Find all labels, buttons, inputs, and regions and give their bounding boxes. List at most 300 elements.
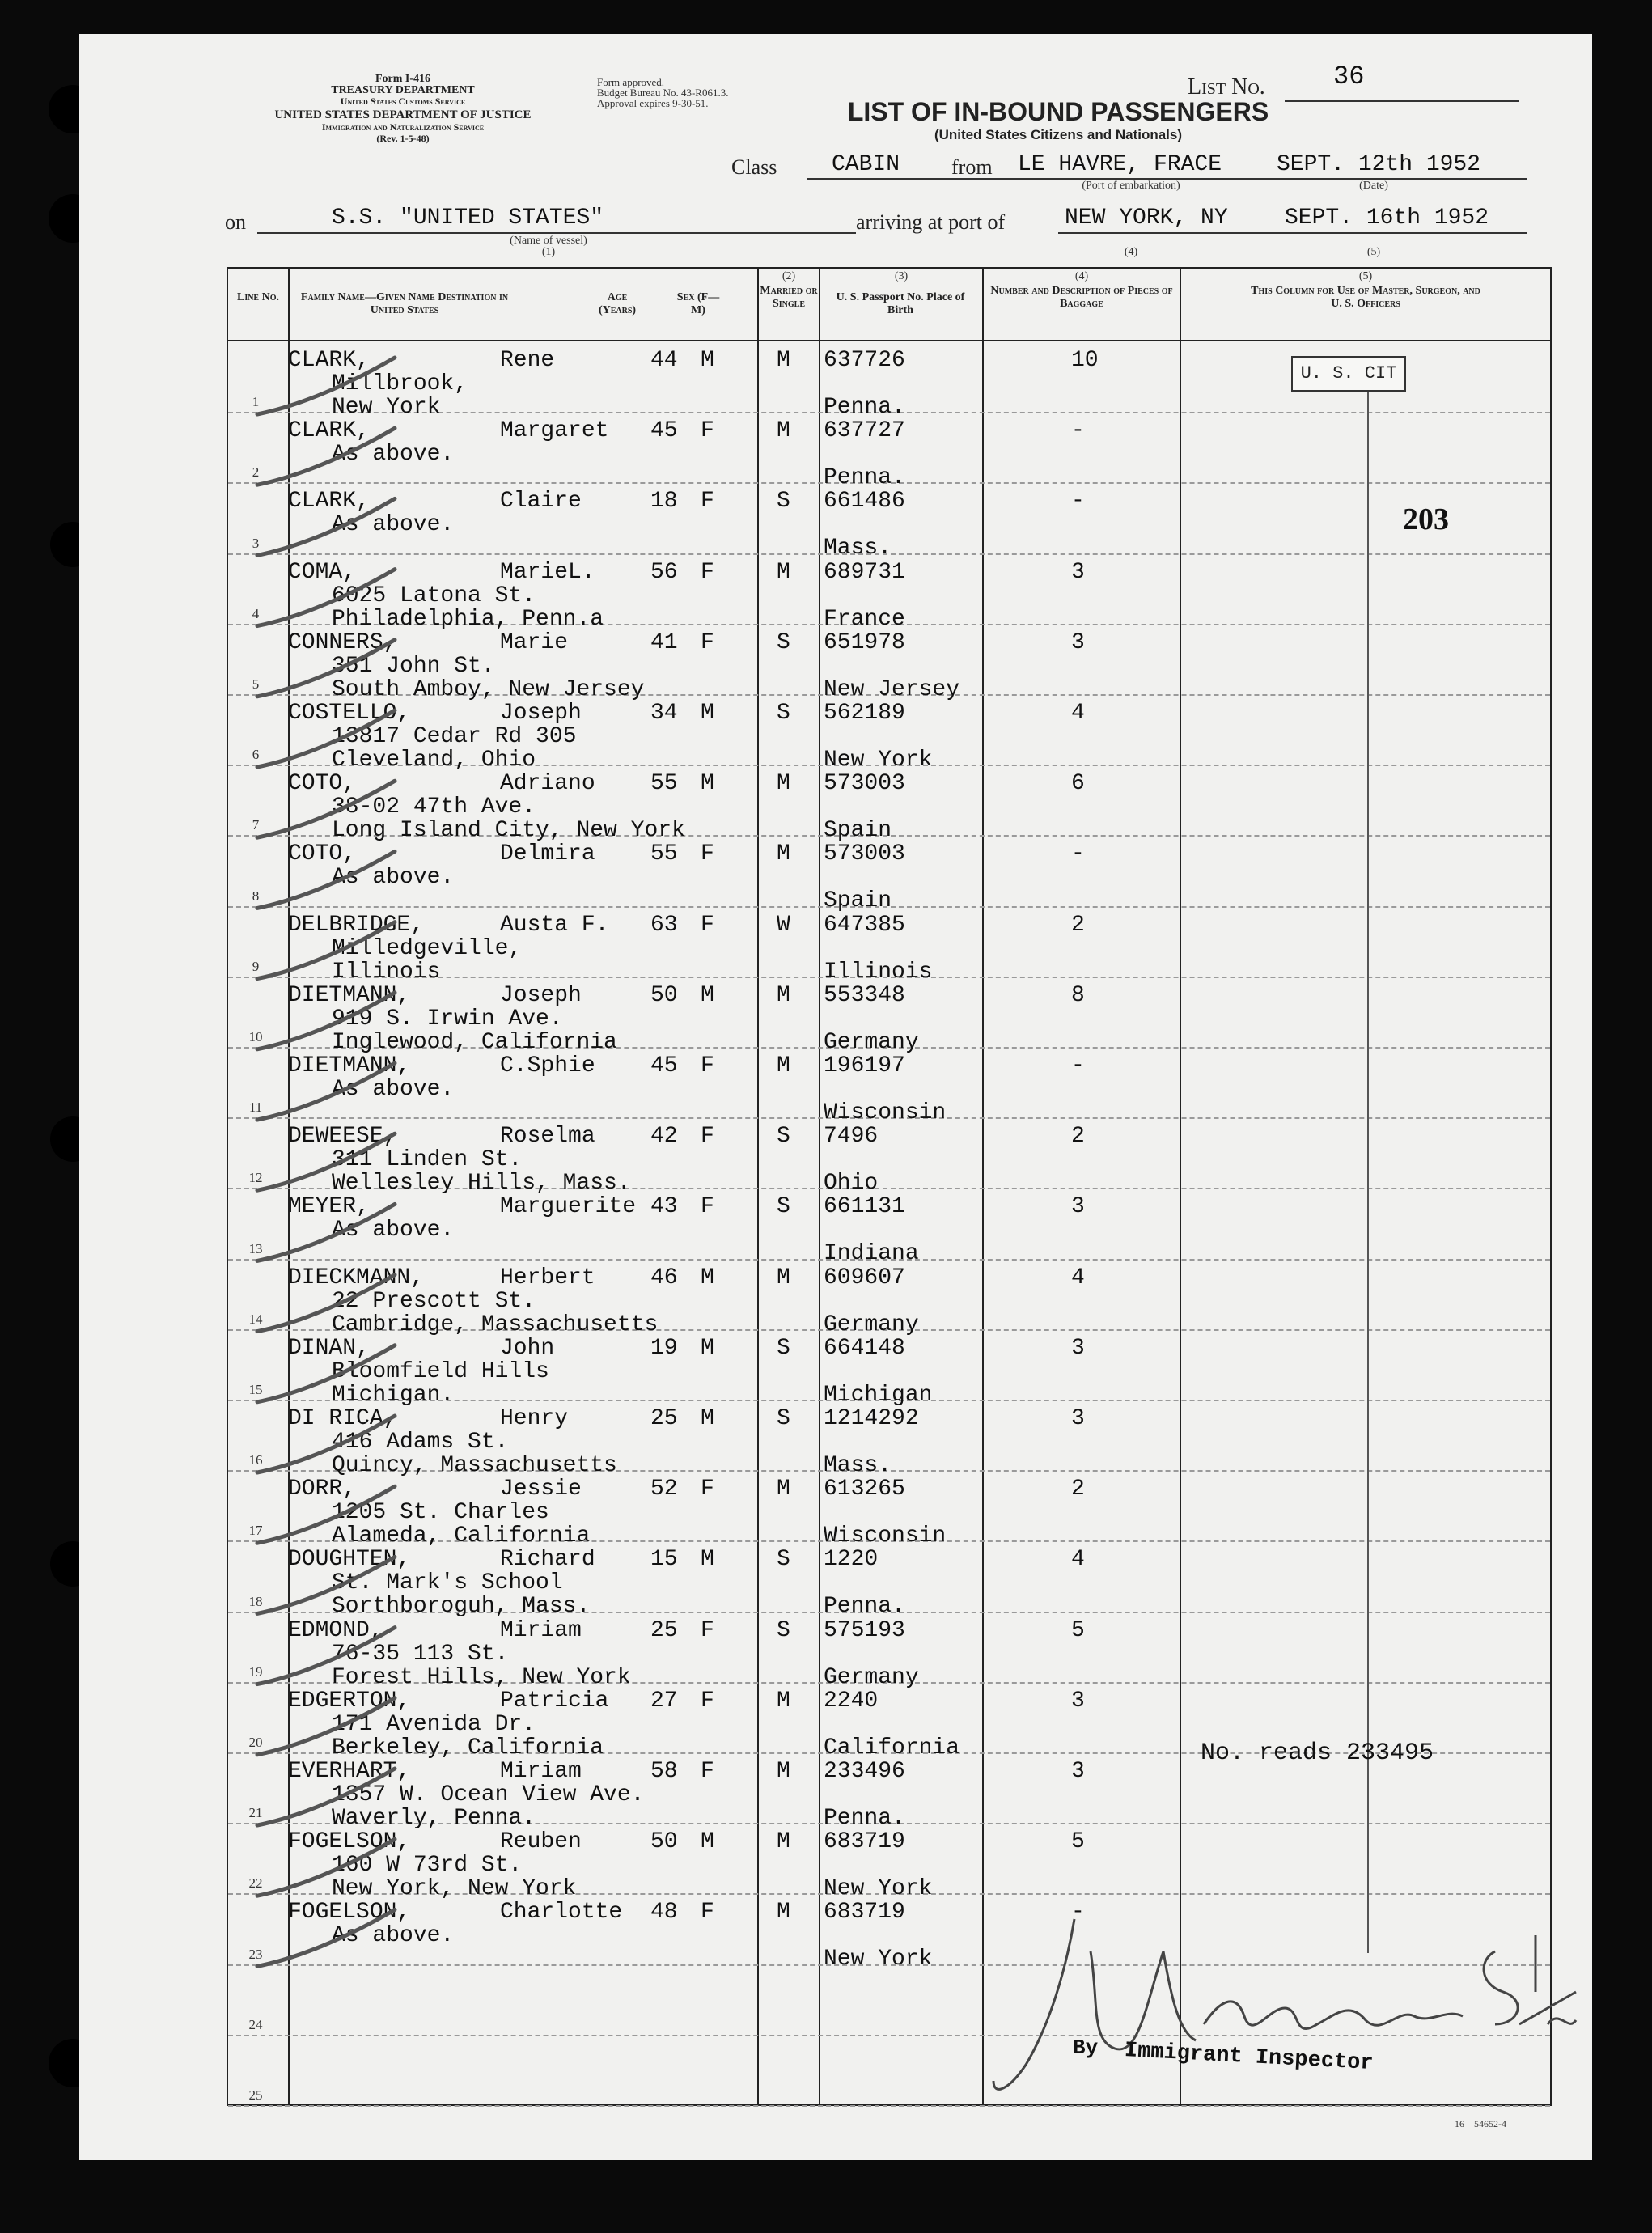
passenger-surname: COSTELLO, bbox=[288, 701, 411, 726]
list-number-underline bbox=[1285, 100, 1519, 102]
passenger-address-1: 1357 W. Ocean View Ave. bbox=[332, 1782, 645, 1807]
passenger-surname: DEWEESE, bbox=[288, 1124, 397, 1149]
baggage-count: 8 bbox=[1071, 983, 1085, 1008]
on-label: on bbox=[225, 210, 246, 234]
passenger-age: 48 bbox=[650, 1900, 678, 1925]
passenger-given-name: Miriam bbox=[500, 1618, 582, 1643]
pencil-check-mark bbox=[257, 781, 395, 837]
place-of-birth: Spain bbox=[824, 818, 892, 843]
passport-number: 664148 bbox=[824, 1336, 905, 1361]
passenger-address-2: Sorthboroguh, Mass. bbox=[332, 1594, 591, 1619]
passenger-given-name: MarieL. bbox=[500, 560, 595, 585]
line-number: 21 bbox=[248, 1805, 263, 1820]
passenger-given-name: Adriano bbox=[500, 771, 595, 796]
place-of-birth: Penna. bbox=[824, 1806, 905, 1831]
passenger-sex: F bbox=[701, 1477, 714, 1502]
passport-number: 196197 bbox=[824, 1053, 905, 1078]
passenger-given-name: Herbert bbox=[500, 1265, 595, 1290]
line-number: 7 bbox=[252, 817, 260, 833]
passenger-given-name: Joseph bbox=[500, 701, 582, 726]
passenger-marital-status: S bbox=[777, 1547, 790, 1572]
citizen-stamp bbox=[1291, 356, 1406, 392]
manifest-page bbox=[79, 34, 1592, 2160]
passenger-age: 18 bbox=[650, 489, 678, 514]
passenger-address-1: 1205 St. Charles bbox=[332, 1500, 549, 1525]
passenger-surname: EVERHART, bbox=[288, 1759, 411, 1784]
passenger-surname: DIECKMANN, bbox=[288, 1265, 425, 1290]
line-number: 24 bbox=[248, 2017, 263, 2032]
passenger-given-name: Miriam bbox=[500, 1759, 582, 1784]
passport-number: 689731 bbox=[824, 560, 905, 585]
passenger-sex: F bbox=[701, 841, 714, 867]
passenger-surname: CONNERS, bbox=[288, 630, 397, 655]
pencil-check-mark bbox=[257, 1769, 395, 1825]
line-number: 8 bbox=[252, 888, 260, 904]
passenger-age: 63 bbox=[650, 913, 678, 938]
place-of-birth: Wisconsin bbox=[824, 1523, 947, 1549]
baggage-count: 3 bbox=[1071, 1689, 1085, 1714]
passport-number: 609607 bbox=[824, 1265, 905, 1290]
baggage-count: 4 bbox=[1071, 701, 1085, 726]
passenger-address-1: 38-02 47th Ave. bbox=[332, 794, 536, 820]
passport-number: 637727 bbox=[824, 418, 905, 443]
line-number: 23 bbox=[248, 1947, 263, 1962]
passenger-given-name: Reuben bbox=[500, 1829, 582, 1854]
line-number: 17 bbox=[248, 1523, 263, 1538]
passenger-given-name: Joseph bbox=[500, 983, 582, 1008]
line-number: 20 bbox=[248, 1735, 263, 1750]
passenger-marital-status: S bbox=[777, 701, 790, 726]
passenger-sex: M bbox=[701, 1829, 714, 1854]
line-number: 25 bbox=[248, 2087, 263, 2103]
col-divider-baggage bbox=[982, 267, 984, 2105]
passenger-age: 25 bbox=[650, 1406, 678, 1431]
pencil-check-mark bbox=[257, 1698, 395, 1755]
passenger-age: 55 bbox=[650, 841, 678, 867]
passenger-given-name: Henry bbox=[500, 1406, 569, 1431]
place-of-birth: Mass. bbox=[824, 1453, 892, 1478]
passenger-address-2: New York bbox=[332, 395, 441, 420]
passenger-sex: F bbox=[701, 489, 714, 514]
passenger-age: 56 bbox=[650, 560, 678, 585]
passport-correction-note: No. reads 233495 bbox=[1201, 1739, 1434, 1767]
passenger-marital-status: M bbox=[777, 418, 790, 443]
passenger-address-2: Cambridge, Massachusetts bbox=[332, 1312, 659, 1337]
col-divider-passport bbox=[819, 267, 820, 2105]
passport-number: 651978 bbox=[824, 630, 905, 655]
baggage-count: 3 bbox=[1071, 1759, 1085, 1784]
header-passport-num: (3) bbox=[894, 270, 909, 282]
passenger-given-name: Richard bbox=[500, 1547, 595, 1572]
passenger-age: 58 bbox=[650, 1759, 678, 1784]
place-of-birth: Michigan bbox=[824, 1383, 933, 1408]
line-number: 6 bbox=[252, 747, 260, 762]
passenger-sex: M bbox=[701, 348, 714, 373]
baggage-count: 3 bbox=[1071, 630, 1085, 655]
passenger-marital-status: M bbox=[777, 983, 790, 1008]
passport-number: 573003 bbox=[824, 841, 905, 867]
from-label: from bbox=[951, 155, 993, 179]
passenger-age: 52 bbox=[650, 1477, 678, 1502]
vessel-underline bbox=[257, 232, 856, 234]
vessel-caption-num: (1) bbox=[541, 246, 556, 258]
passport-number: 661131 bbox=[824, 1194, 905, 1219]
baggage-count: 2 bbox=[1071, 1124, 1085, 1149]
passport-number: 637726 bbox=[824, 348, 905, 373]
passenger-surname: FOGELSON, bbox=[288, 1829, 411, 1854]
passenger-address-2: Michigan. bbox=[332, 1383, 455, 1408]
line-number: 9 bbox=[252, 959, 260, 974]
passenger-age: 25 bbox=[650, 1618, 678, 1643]
passenger-surname: DOUGHTEN, bbox=[288, 1547, 411, 1572]
passenger-address-2: New York, New York bbox=[332, 1876, 577, 1901]
passenger-surname: CLARK, bbox=[288, 348, 370, 373]
stamp-vertical-line bbox=[1367, 392, 1369, 1953]
port-caption: (Port of embarkation) bbox=[1082, 180, 1180, 192]
header-officers-num: (5) bbox=[1358, 270, 1373, 282]
baggage-count: 2 bbox=[1071, 913, 1085, 938]
passenger-marital-status: M bbox=[777, 1829, 790, 1854]
passenger-address-2: Quincy, Massachusetts bbox=[332, 1453, 617, 1478]
header-officers: This Column for Use of Master, Surgeon, and U. S. Officers bbox=[1251, 285, 1480, 310]
passenger-address-1: 160 W 73rd St. bbox=[332, 1853, 523, 1878]
header-married-num: (2) bbox=[782, 270, 796, 282]
passenger-surname: MEYER, bbox=[288, 1194, 370, 1219]
place-of-birth: New York bbox=[824, 1876, 933, 1901]
passenger-address-2: Alameda, California bbox=[332, 1523, 591, 1549]
line-number: 3 bbox=[252, 536, 260, 551]
passenger-address-2: Cleveland, Ohio bbox=[332, 748, 536, 773]
passenger-address-1: As above. bbox=[332, 865, 455, 890]
place-of-birth: Illinois bbox=[824, 960, 933, 985]
pencil-check-mark bbox=[257, 428, 395, 485]
line-number: 18 bbox=[248, 1594, 263, 1609]
passenger-sex: F bbox=[701, 630, 714, 655]
passenger-given-name: Patricia bbox=[500, 1689, 609, 1714]
passenger-sex: M bbox=[701, 1336, 714, 1361]
passenger-surname: DELBRIDGE, bbox=[288, 913, 425, 938]
place-of-birth: Mass. bbox=[824, 536, 892, 561]
passport-number: 1220 bbox=[824, 1547, 879, 1572]
passenger-address-1: 351 John St. bbox=[332, 654, 495, 679]
passport-number: 683719 bbox=[824, 1900, 905, 1925]
pencil-check-mark bbox=[257, 993, 395, 1049]
passenger-address-1: 22 Prescott St. bbox=[332, 1289, 536, 1314]
passenger-given-name: Marie bbox=[500, 630, 569, 655]
dept-treasury: TREASURY DEPARTMENT bbox=[331, 84, 475, 96]
pencil-check-mark bbox=[257, 922, 395, 979]
passport-number: 647385 bbox=[824, 913, 905, 938]
passport-number: 562189 bbox=[824, 701, 905, 726]
passenger-marital-status: M bbox=[777, 841, 790, 867]
date-caption: (Date) bbox=[1359, 180, 1388, 192]
inspector-prefix: By bbox=[1073, 2036, 1099, 2060]
passenger-surname: COMA, bbox=[288, 560, 357, 585]
passenger-address-1: As above. bbox=[332, 1923, 455, 1948]
passenger-marital-status: M bbox=[777, 1759, 790, 1784]
passenger-address-2: Forest Hills, New York bbox=[332, 1665, 631, 1690]
passenger-address-1: 171 Avenida Dr. bbox=[332, 1712, 536, 1737]
port-caption-num: (4) bbox=[1124, 246, 1138, 258]
place-of-birth: Spain bbox=[824, 888, 892, 913]
pencil-check-mark bbox=[257, 1275, 395, 1332]
passenger-age: 43 bbox=[650, 1194, 678, 1219]
passport-number: 575193 bbox=[824, 1618, 905, 1643]
list-number: 36 bbox=[1333, 61, 1365, 91]
place-of-birth: Germany bbox=[824, 1030, 919, 1055]
pencil-check-mark bbox=[257, 640, 395, 697]
passenger-surname: CLARK, bbox=[288, 418, 370, 443]
passenger-sex: F bbox=[701, 1053, 714, 1078]
passenger-address-1: 311 Linden St. bbox=[332, 1147, 523, 1172]
col-divider-right bbox=[1550, 267, 1552, 2105]
place-of-birth: Indiana bbox=[824, 1241, 919, 1266]
place-of-birth: France bbox=[824, 607, 905, 632]
approval-line-1: Form approved. bbox=[597, 76, 665, 88]
baggage-count: 5 bbox=[1071, 1618, 1085, 1643]
baggage-count: - bbox=[1071, 418, 1085, 443]
stamp-number: 203 bbox=[1403, 502, 1449, 536]
passport-number: 553348 bbox=[824, 983, 905, 1008]
passport-number: 573003 bbox=[824, 771, 905, 796]
passenger-surname: DORR, bbox=[288, 1477, 357, 1502]
pencil-check-mark bbox=[257, 358, 395, 414]
manifest-title: LIST OF IN-BOUND PASSENGERS bbox=[847, 97, 1269, 126]
passenger-address-1: 76-35 113 St. bbox=[332, 1642, 509, 1667]
passenger-sex: F bbox=[701, 418, 714, 443]
passenger-given-name: Charlotte bbox=[500, 1900, 623, 1925]
passenger-sex: F bbox=[701, 1900, 714, 1925]
passenger-address-1: St. Mark's School bbox=[332, 1570, 563, 1595]
passenger-surname: COTO, bbox=[288, 771, 357, 796]
passenger-sex: M bbox=[701, 771, 714, 796]
passenger-marital-status: M bbox=[777, 1053, 790, 1078]
passenger-address-1: As above. bbox=[332, 1218, 455, 1243]
line-number: 15 bbox=[248, 1382, 263, 1397]
pencil-check-mark bbox=[257, 570, 395, 626]
passenger-age: 45 bbox=[650, 1053, 678, 1078]
passenger-age: 44 bbox=[650, 348, 678, 373]
passenger-sex: M bbox=[701, 1406, 714, 1431]
inspector-label: Immigrant Inspector bbox=[1124, 2039, 1375, 2077]
line-number: 2 bbox=[252, 464, 260, 480]
passenger-age: 42 bbox=[650, 1124, 678, 1149]
passenger-surname: CLARK, bbox=[288, 489, 370, 514]
passenger-sex: F bbox=[701, 1759, 714, 1784]
passenger-sex: M bbox=[701, 1265, 714, 1290]
inspector-signature bbox=[977, 1903, 1592, 2129]
arrival-underline bbox=[1058, 232, 1527, 234]
approval-line-3: Approval expires 9-30-51. bbox=[597, 97, 709, 109]
dept-justice-sub: Immigration and Naturalization Service bbox=[321, 121, 485, 133]
passenger-surname: DIETMANN, bbox=[288, 983, 411, 1008]
passenger-marital-status: M bbox=[777, 1265, 790, 1290]
passenger-sex: F bbox=[701, 1689, 714, 1714]
place-of-birth: California bbox=[824, 1735, 960, 1761]
baggage-count: 3 bbox=[1071, 1406, 1085, 1431]
passport-number: 7496 bbox=[824, 1124, 879, 1149]
passenger-marital-status: M bbox=[777, 348, 790, 373]
baggage-count: - bbox=[1071, 1900, 1085, 1925]
place-of-birth: Penna. bbox=[824, 465, 905, 490]
passenger-sex: F bbox=[701, 1124, 714, 1149]
baggage-count: 10 bbox=[1071, 348, 1099, 373]
baggage-count: 6 bbox=[1071, 771, 1085, 796]
citizen-stamp-text: U. S. CIT bbox=[1300, 363, 1397, 383]
passenger-sex: M bbox=[701, 983, 714, 1008]
passenger-age: 45 bbox=[650, 418, 678, 443]
passenger-address-1: As above. bbox=[332, 512, 455, 537]
pencil-check-mark bbox=[257, 1486, 395, 1543]
passenger-sex: F bbox=[701, 913, 714, 938]
header-sex: Sex (F—M) bbox=[676, 291, 720, 316]
passenger-marital-status: M bbox=[777, 560, 790, 585]
passenger-given-name: Jessie bbox=[500, 1477, 582, 1502]
passport-number: 661486 bbox=[824, 489, 905, 514]
passenger-marital-status: S bbox=[777, 630, 790, 655]
passenger-sex: M bbox=[701, 701, 714, 726]
passenger-age: 50 bbox=[650, 1829, 678, 1854]
passenger-marital-status: S bbox=[777, 1618, 790, 1643]
passenger-given-name: Marguerite bbox=[500, 1194, 637, 1219]
passenger-given-name: Austa F. bbox=[500, 913, 609, 938]
passenger-surname: COTO, bbox=[288, 841, 357, 867]
passport-number: 233496 bbox=[824, 1759, 905, 1784]
class-value: CABIN bbox=[832, 152, 900, 177]
passenger-address-1: As above. bbox=[332, 1077, 455, 1102]
pencil-check-mark bbox=[257, 1204, 395, 1261]
header-line-no: Line No. bbox=[236, 291, 279, 303]
passenger-age: 41 bbox=[650, 630, 678, 655]
arrival-date: SEPT. 16th 1952 bbox=[1285, 206, 1489, 231]
col-divider-officers bbox=[1180, 267, 1181, 2105]
passenger-age: 34 bbox=[650, 701, 678, 726]
place-of-birth: Germany bbox=[824, 1312, 919, 1337]
passenger-surname: EDMOND, bbox=[288, 1618, 383, 1643]
passport-number: 683719 bbox=[824, 1829, 905, 1854]
passenger-address-1: 13817 Cedar Rd 305 bbox=[332, 724, 577, 749]
pencil-check-mark bbox=[257, 1839, 395, 1896]
passenger-surname: DINAN, bbox=[288, 1336, 370, 1361]
baggage-count: 5 bbox=[1071, 1829, 1085, 1854]
passenger-address-2: South Amboy, New Jersey bbox=[332, 677, 645, 702]
passenger-address-1: 416 Adams St. bbox=[332, 1430, 509, 1455]
header-baggage: Number and Description of Pieces of Baggage bbox=[990, 285, 1173, 310]
passenger-address-1: Bloomfield Hills bbox=[332, 1359, 549, 1384]
header-married: Married or Single bbox=[760, 285, 818, 310]
passenger-given-name: Delmira bbox=[500, 841, 595, 867]
manifest-subtitle: (United States Citizens and Nationals) bbox=[934, 127, 1183, 142]
passport-number: 1214292 bbox=[824, 1406, 919, 1431]
embarkation-port: LE HAVRE, FRACE bbox=[1018, 152, 1222, 177]
passenger-address-1: 919 S. Irwin Ave. bbox=[332, 1006, 563, 1032]
passenger-marital-status: S bbox=[777, 1194, 790, 1219]
passenger-surname: FOGELSON, bbox=[288, 1900, 411, 1925]
pencil-check-mark bbox=[257, 1628, 395, 1684]
passenger-age: 46 bbox=[650, 1265, 678, 1290]
passenger-address-2: Wellesley Hills, Mass. bbox=[332, 1171, 631, 1196]
passenger-marital-status: M bbox=[777, 771, 790, 796]
header-passport: U. S. Passport No. Place of Birth bbox=[836, 291, 965, 316]
baggage-count: - bbox=[1071, 841, 1085, 867]
passenger-address-2: Philadelphia, Penn.a bbox=[332, 607, 604, 632]
passenger-age: 55 bbox=[650, 771, 678, 796]
passenger-marital-status: M bbox=[777, 1900, 790, 1925]
header-baggage-num: (4) bbox=[1074, 270, 1089, 282]
baggage-count: 3 bbox=[1071, 1194, 1085, 1219]
passenger-given-name: Rene bbox=[500, 348, 555, 373]
passenger-age: 19 bbox=[650, 1336, 678, 1361]
form-number: Form I-416 bbox=[375, 73, 431, 85]
line-number: 13 bbox=[248, 1241, 263, 1256]
line-number: 22 bbox=[248, 1875, 263, 1891]
arriving-label: arriving at port of bbox=[856, 210, 1006, 234]
passenger-address-2: Waverly, Penna. bbox=[332, 1806, 536, 1831]
passenger-given-name: Roselma bbox=[500, 1124, 595, 1149]
form-revision: (Rev. 1-5-48) bbox=[376, 133, 430, 144]
passenger-address-1: Milledgeville, bbox=[332, 936, 523, 961]
line-number: 12 bbox=[248, 1170, 263, 1185]
place-of-birth: New York bbox=[824, 1947, 933, 1972]
baggage-count: 2 bbox=[1071, 1477, 1085, 1502]
passenger-marital-status: M bbox=[777, 1689, 790, 1714]
passenger-age: 27 bbox=[650, 1689, 678, 1714]
embarkation-date: SEPT. 12th 1952 bbox=[1277, 152, 1481, 177]
baggage-count: 4 bbox=[1071, 1547, 1085, 1572]
passenger-address-2: Illinois bbox=[332, 960, 441, 985]
passenger-given-name: Margaret bbox=[500, 418, 609, 443]
place-of-birth: New Jersey bbox=[824, 677, 960, 702]
passenger-address-1: As above. bbox=[332, 442, 455, 467]
passenger-marital-status: M bbox=[777, 1477, 790, 1502]
place-of-birth: Ohio bbox=[824, 1171, 879, 1196]
place-of-birth: Penna. bbox=[824, 1594, 905, 1619]
pencil-check-mark bbox=[257, 498, 395, 555]
vessel-name: S.S. "UNITED STATES" bbox=[332, 206, 604, 231]
passenger-marital-status: S bbox=[777, 1336, 790, 1361]
passenger-sex: M bbox=[701, 1547, 714, 1572]
pencil-check-mark bbox=[257, 710, 395, 767]
passenger-given-name: C.Sphie bbox=[500, 1053, 595, 1078]
passenger-sex: F bbox=[701, 560, 714, 585]
passenger-address-1: 6025 Latona St. bbox=[332, 583, 536, 608]
vessel-caption: (Name of vessel) bbox=[510, 235, 587, 247]
approval-line-2: Budget Bureau No. 43-R061.3. bbox=[597, 87, 729, 99]
baggage-count: - bbox=[1071, 489, 1085, 514]
passenger-given-name: Claire bbox=[500, 489, 582, 514]
passenger-marital-status: S bbox=[777, 1124, 790, 1149]
passenger-address-2: Long Island City, New York bbox=[332, 818, 685, 843]
pencil-check-marks bbox=[225, 341, 791, 2121]
table-top-border bbox=[227, 267, 1552, 269]
pencil-check-mark bbox=[257, 1063, 395, 1120]
baggage-count: - bbox=[1071, 1053, 1085, 1078]
passenger-given-name: John bbox=[500, 1336, 555, 1361]
passenger-marital-status: W bbox=[777, 913, 790, 938]
dept-treasury-sub: United States Customs Service bbox=[340, 95, 466, 107]
pencil-check-mark bbox=[257, 1416, 395, 1472]
passenger-sex: F bbox=[701, 1618, 714, 1643]
class-label: Class bbox=[731, 155, 777, 179]
arrival-port: NEW YORK, NY bbox=[1065, 206, 1228, 231]
passenger-sex: F bbox=[701, 1194, 714, 1219]
passport-number: 613265 bbox=[824, 1477, 905, 1502]
line-number: 14 bbox=[248, 1311, 263, 1327]
line-number: 16 bbox=[248, 1452, 263, 1468]
list-number-label: List No. bbox=[1188, 74, 1265, 100]
passenger-marital-status: S bbox=[777, 489, 790, 514]
baggage-count: 3 bbox=[1071, 1336, 1085, 1361]
